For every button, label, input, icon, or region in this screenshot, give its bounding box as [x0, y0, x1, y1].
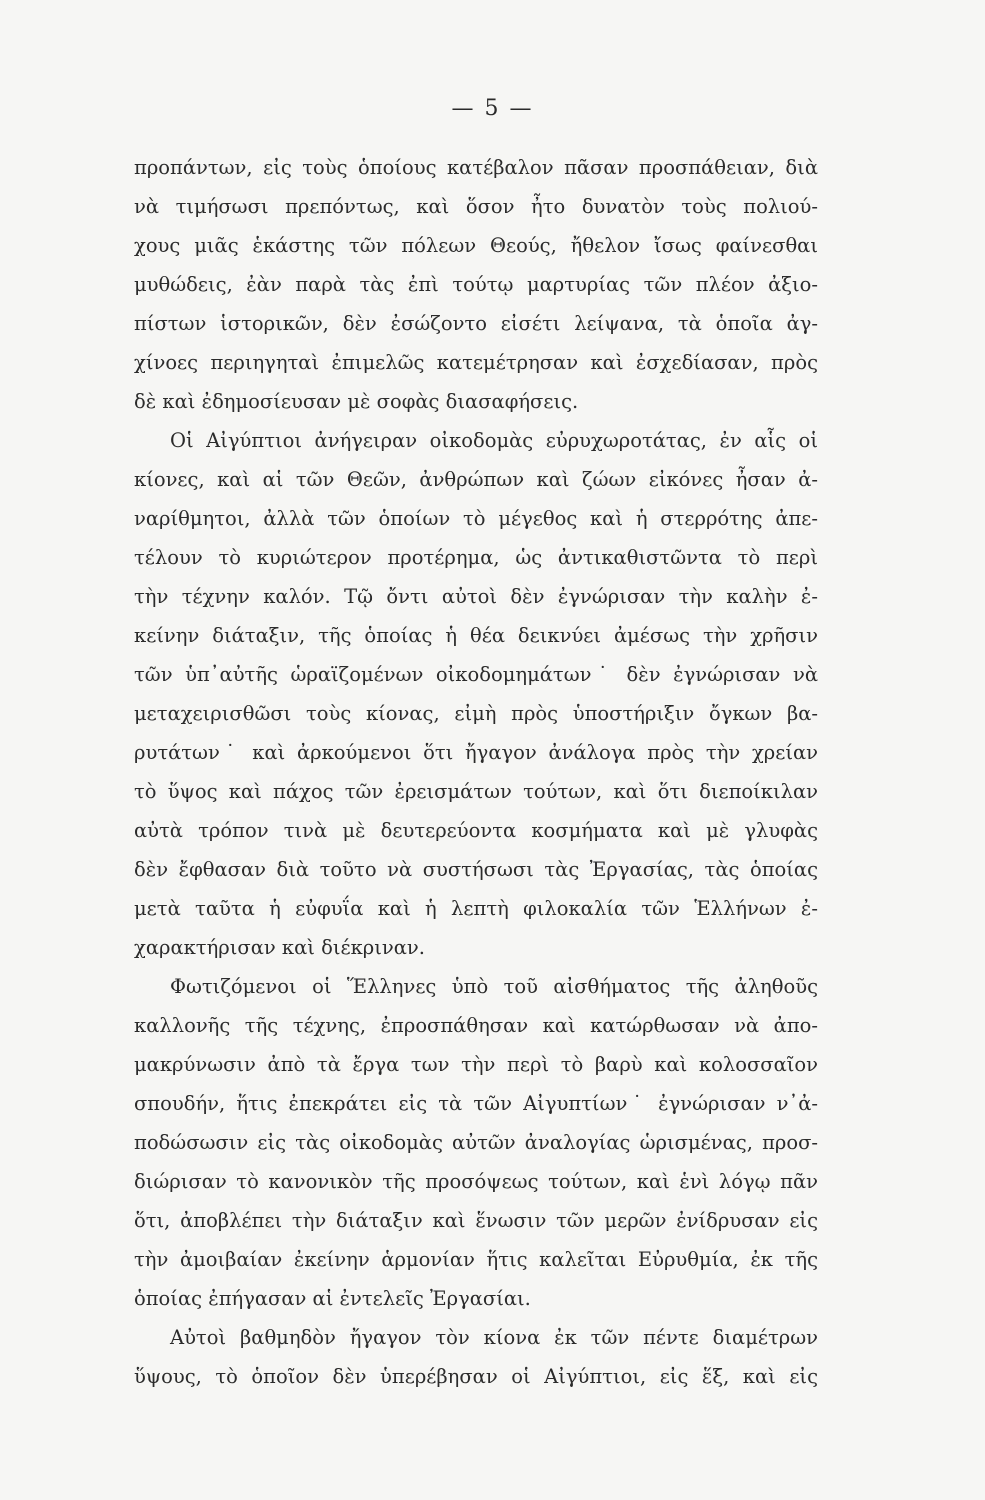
text-line: Οἱ Αἰγύπτιοι ἀνήγειραν οἰκοδομὰς εὐρυχωροτάτας, ἐν αἷς οἱ: [170, 429, 818, 452]
page-number: — 5 —: [451, 96, 534, 121]
text-line: ρυτάτων˙ καὶ ἀρκούμενοι ὅτι ἤγαγον ἀνάλογα πρὸς τὴν χρείαν: [134, 741, 818, 764]
text-line: μετὰ ταῦτα ἡ εὐφυΐα καὶ ἡ λεπτὴ φιλοκαλία τῶν Ἑλλήνων ἐ-: [134, 897, 818, 920]
text-line: τὴν ἀμοιβαίαν ἐκείνην ἁρμονίαν ἥτις καλεῖται Εὐρυθμία, ἐκ τῆς: [134, 1248, 818, 1271]
text-line: μυθώδεις, ἐὰν παρὰ τὰς ἐπὶ τούτῳ μαρτυρίας τῶν πλέον ἀξιο-: [134, 273, 818, 296]
text-line: νὰ τιμήσωσι πρεπόντως, καὶ ὅσον ἦτο δυνατὸν τοὺς πολιού-: [134, 195, 818, 218]
text-line: διώρισαν τὸ κανονικὸν τῆς προσόψεως τούτων, καὶ ἑνὶ λόγῳ πᾶν: [134, 1170, 818, 1193]
text-line: κίονες, καὶ αἱ τῶν Θεῶν, ἀνθρώπων καὶ ζώων εἰκόνες ἦσαν ἀ-: [134, 468, 818, 491]
text-line: αὐτὰ τρόπον τινὰ μὲ δευτερεύοντα κοσμήματα καὶ μὲ γλυφὰς: [134, 819, 818, 842]
text-line: ναρίθμητοι, ἀλλὰ τῶν ὁποίων τὸ μέγεθος καὶ ἡ στερρότης ἀπε-: [134, 507, 818, 530]
text-line: Αὐτοὶ βαθμηδὸν ἤγαγον τὸν κίονα ἐκ τῶν πέντε διαμέτρων: [170, 1326, 818, 1349]
text-line: πίστων ἱστορικῶν, δὲν ἐσώζοντο εἰσέτι λείψανα, τὰ ὁποῖα ἀγ-: [134, 312, 818, 335]
text-line: τέλουν τὸ κυριώτερον προτέρημα, ὡς ἀντικαθιστῶντα τὸ περὶ: [134, 546, 818, 569]
text-line: μεταχειρισθῶσι τοὺς κίονας, εἰμὴ πρὸς ὑποστήριξιν ὄγκων βα-: [134, 702, 818, 725]
text-line: τὴν τέχνην καλόν. Τῷ ὄντι αὐτοὶ δὲν ἐγνώρισαν τὴν καλὴν ἐ-: [134, 585, 818, 608]
text-line: χαρακτήρισαν καὶ διέκριναν.: [134, 936, 425, 959]
text-line: τὸ ὕψος καὶ πάχος τῶν ἐρεισμάτων τούτων, καὶ ὅτι διεποίκιλαν: [134, 780, 818, 803]
text-line: δὲ καὶ ἐδημοσίευσαν μὲ σοφὰς διασαφήσεις.: [134, 390, 579, 413]
text-line: προπάντων, εἰς τοὺς ὁποίους κατέβαλον πᾶσαν προσπάθειαν, διὰ: [134, 156, 818, 179]
text-line: τῶν ὑπ᾽αὐτῆς ὡραϊζομένων οἰκοδομημάτων˙ δὲν ἐγνώρισαν νὰ: [134, 663, 818, 686]
text-line: Φωτιζόμενοι οἱ Ἕλληνες ὑπὸ τοῦ αἰσθήματος τῆς ἀληθοῦς: [170, 975, 818, 998]
text-line: σπουδήν, ἥτις ἐπεκράτει εἰς τὰ τῶν Αἰγυπτίων˙ ἐγνώρισαν ν᾽ἀ-: [134, 1092, 818, 1115]
text-line: ὕψους, τὸ ὁποῖον δὲν ὑπερέβησαν οἱ Αἰγύπτιοι, εἰς ἕξ, καὶ εἰς: [134, 1365, 818, 1388]
body-text: [134, 148, 818, 1396]
text-line: χίνοες περιηγηταὶ ἐπιμελῶς κατεμέτρησαν καὶ ἐσχεδίασαν, πρὸς: [134, 351, 818, 374]
text-line: ὅτι, ἀποβλέπει τὴν διάταξιν καὶ ἕνωσιν τῶν μερῶν ἐνίδρυσαν εἰς: [134, 1209, 818, 1232]
text-line: ποδώσωσιν εἰς τὰς οἰκοδομὰς αὐτῶν ἀναλογίας ὡρισμένας, προσ-: [134, 1131, 818, 1154]
text-line: κείνην διάταξιν, τῆς ὁποίας ἡ θέα δεικνύει ἀμέσως τὴν χρῆσιν: [134, 624, 818, 647]
text-line: χους μιᾶς ἑκάστης τῶν πόλεων Θεούς, ἤθελον ἴσως φαίνεσθαι: [134, 234, 818, 257]
text-line: δὲν ἔφθασαν διὰ τοῦτο νὰ συστήσωσι τὰς Ἐργασίας, τὰς ὁποίας: [134, 858, 818, 881]
text-line: μακρύνωσιν ἀπὸ τὰ ἔργα των τὴν περὶ τὸ βαρὺ καὶ κολοσσαῖον: [134, 1053, 818, 1076]
text-line: ὁποίας ἐπήγασαν αἱ ἐντελεῖς Ἐργασίαι.: [134, 1287, 531, 1310]
text-line: καλλονῆς τῆς τέχνης, ἐπροσπάθησαν καὶ κατώρθωσαν νὰ ἀπο-: [134, 1014, 818, 1037]
